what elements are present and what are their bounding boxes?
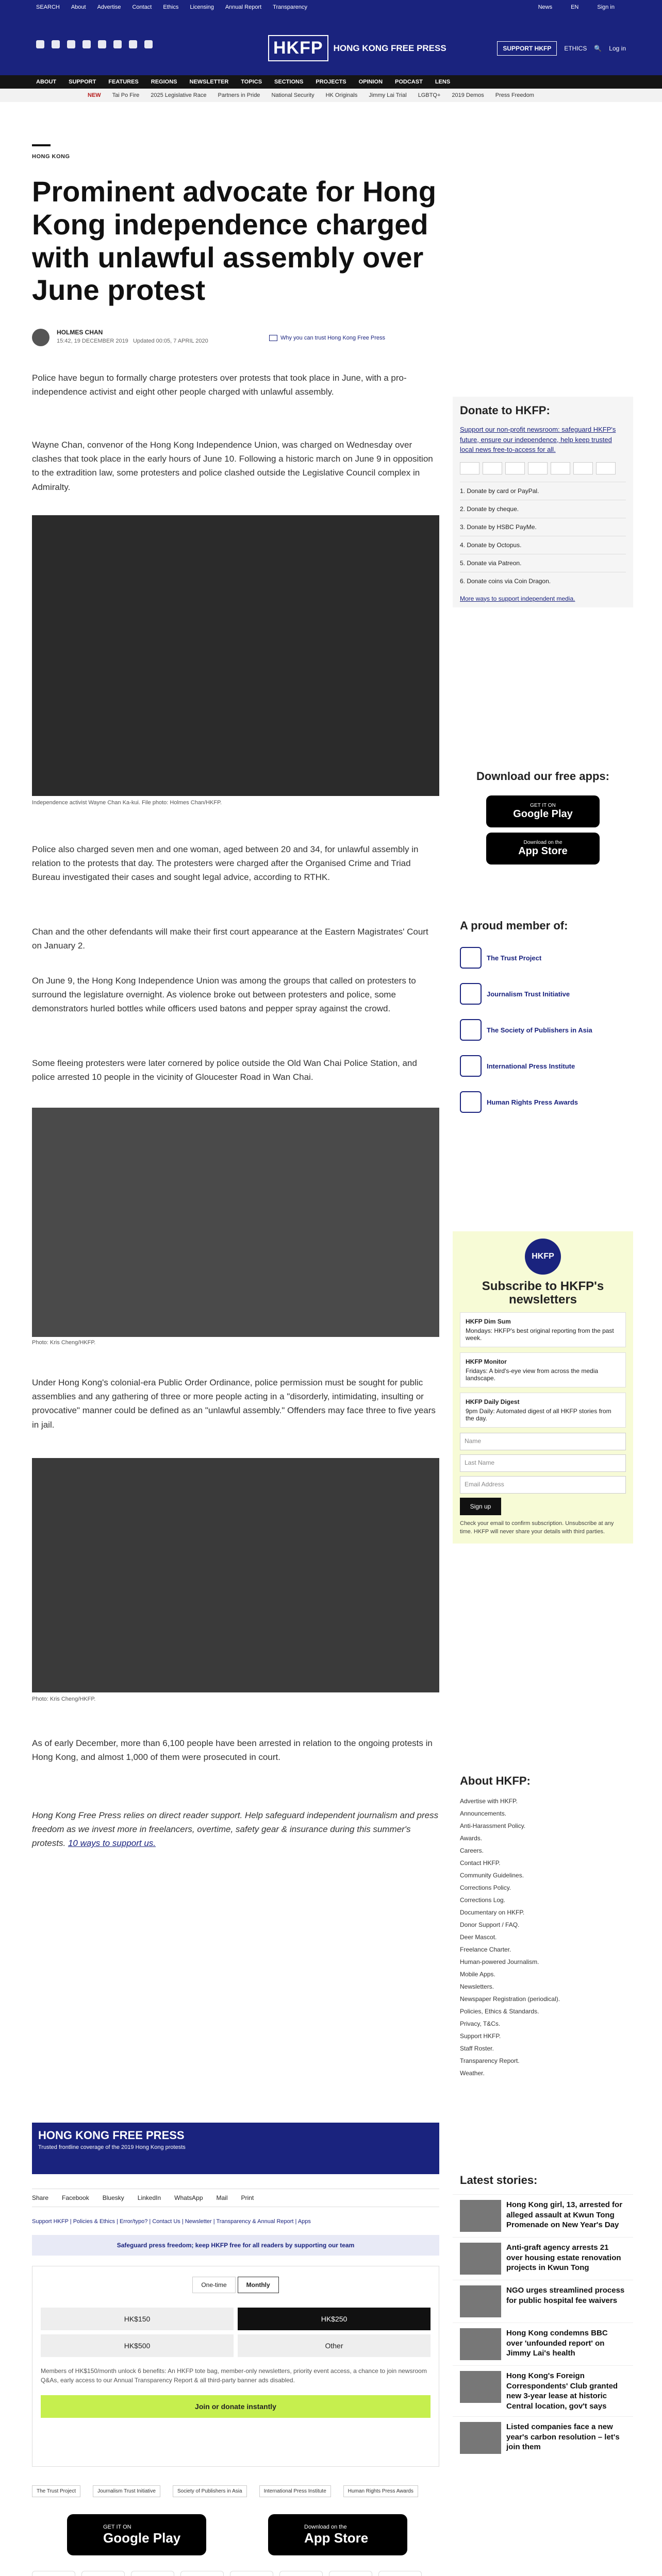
sidebar-donate-title: Donate to HKFP: — [460, 404, 550, 417]
story-thumbnail — [460, 2243, 501, 2275]
youtube-icon[interactable] — [82, 40, 91, 48]
logo-mark: HKFP — [268, 35, 328, 61]
hkfp-promo-banner[interactable] — [32, 2123, 439, 2174]
about-link[interactable]: Corrections Policy. — [460, 1884, 511, 1891]
newsletter-option[interactable]: HKFP Monitor Fridays: A bird's-eye view from across the media landscape. — [460, 1352, 626, 1387]
about-link[interactable]: Awards. — [460, 1835, 483, 1842]
about-link[interactable]: Human-powered Journalism. — [460, 1958, 539, 1965]
threads-icon[interactable] — [113, 40, 122, 48]
donate-methods — [453, 482, 633, 590]
share-bar — [32, 2189, 439, 2207]
about-link[interactable]: Staff Roster. — [460, 2045, 494, 2052]
member-badge[interactable]: The Trust Project — [453, 940, 633, 976]
news-link[interactable]: News — [538, 4, 553, 10]
search-icon[interactable]: 🔍 — [594, 45, 602, 52]
newsletter-option[interactable]: HKFP Daily Digest 9pm Daily: Automated digest of all HKFP stories from the day. — [460, 1393, 626, 1428]
about-link[interactable]: Policies, Ethics & Standards. — [460, 2008, 539, 2015]
annual-report-link[interactable]: Annual Report — [225, 4, 262, 10]
payment-method-icon[interactable] — [279, 2571, 323, 2576]
amount-option[interactable]: HK$500 — [41, 2334, 234, 2357]
payment-method-icon[interactable] — [329, 2571, 372, 2576]
x-icon[interactable] — [52, 40, 60, 48]
new-badge: NEW — [88, 92, 101, 98]
trending-link[interactable]: HK Originals — [325, 92, 358, 98]
signup-button[interactable]: Sign up — [460, 1498, 501, 1515]
donate-method[interactable]: 6. Donate coins via Coin Dragon. — [460, 572, 626, 590]
article-title: Prominent advocate for Hong Kong independence charged with unlawful assembly over June protest — [32, 175, 437, 307]
story-thumbnail — [460, 2200, 501, 2232]
story-thumbnail — [460, 2422, 501, 2454]
nav-features[interactable]: FEATURES — [108, 79, 139, 85]
trending-link[interactable]: 2025 Legislative Race — [151, 92, 207, 98]
trending-link[interactable]: Tai Po Fire — [112, 92, 140, 98]
paragraph: Some fleeing protesters were later cornered by police outside the Old Wan Chai Police Station, and police arrested 10 people in the vicinity of Gloucester Road in Wan Chai. — [32, 1058, 417, 1082]
about-link[interactable]: Documentary on HKFP. — [460, 1909, 525, 1916]
sidebar-latest — [453, 2166, 633, 2459]
trending-link[interactable]: LGBTQ+ — [418, 92, 441, 98]
latest-story[interactable]: Hong Kong condemns BBC over 'unfounded report' on Jimmy Lai's health — [453, 2323, 633, 2365]
share-facebook[interactable]: Facebook — [62, 2194, 89, 2201]
amount-option[interactable]: HK$150 — [41, 2308, 234, 2330]
trending-link[interactable]: National Security — [271, 92, 315, 98]
gpay-icon — [573, 462, 593, 474]
donate-method[interactable]: 3. Donate by HSBC PayMe. — [460, 518, 626, 536]
ethics-link[interactable]: Ethics — [163, 4, 179, 10]
latest-story[interactable]: Hong Kong girl, 13, arrested for alleged assault at Kwun Tong Promenade on New Year's Day — [453, 2194, 633, 2237]
app-store-badges — [67, 2514, 407, 2555]
member-logo[interactable]: Human Rights Press Awards — [343, 2485, 418, 2497]
about-link[interactable]: Anti-Harassment Policy. — [460, 1822, 526, 1829]
sidebar-donate — [453, 397, 633, 607]
section-label[interactable]: HONG KONG — [32, 154, 70, 160]
banner-title: HONG KONG FREE PRESS — [38, 2129, 185, 2142]
about-link[interactable]: Newspaper Registration (periodical). — [460, 1995, 560, 2003]
about-link[interactable]: Transparency Report. — [460, 2057, 520, 2064]
language-link[interactable]: EN — [571, 4, 579, 10]
licensing-link[interactable]: Licensing — [190, 4, 214, 10]
nav-about[interactable]: ABOUT — [36, 79, 57, 85]
newsletter-title: Subscribe to HKFP's newsletters — [482, 1279, 604, 1307]
paragraph: Chan and the other defendants will make their first court appearance at the Eastern Magistrates' Court on January 2. — [32, 927, 428, 951]
monthly-tab[interactable]: Monthly — [238, 2277, 279, 2293]
paypal-icon — [528, 462, 548, 474]
newsletter-option[interactable]: HKFP Dim Sum Mondays: HKFP's best original reporting from the past week. — [460, 1312, 626, 1347]
trending-link[interactable]: Partners in Pride — [218, 92, 260, 98]
card-icons — [453, 455, 633, 482]
payment-method-icon[interactable] — [81, 2571, 125, 2576]
paragraph: Police have begun to formally charge protesters over protests that took place in June, with a pro-independence activist and eight other people charged with unlawful assembly. — [32, 373, 407, 397]
article-photo-barricades — [32, 1108, 439, 1337]
support-links[interactable]: Support HKFP | Policies & Ethics | Error/typo? | Contact Us | Newsletter | Transparency & Annual Report | Apps — [32, 2218, 311, 2225]
nav-topics[interactable]: TOPICS — [241, 79, 262, 85]
member-logos — [32, 2483, 439, 2499]
instagram-icon[interactable] — [67, 40, 75, 48]
sidebar-app-store[interactable]: Download on the App Store — [486, 833, 600, 865]
share-label: Share — [32, 2194, 49, 2201]
paragraph: Wayne Chan, convenor of the Hong Kong Independence Union, was charged on Wednesday over clashes that took place in the early hours of June 10. Following a historic march on June 9 in opposition to the extradition law, some protesters and police clashed outside the Legislative Council complex in Admiralty. — [32, 440, 433, 492]
section-rule — [32, 144, 51, 146]
banner-subtitle: Trusted frontline coverage of the 2019 Hong Kong protests — [38, 2144, 186, 2150]
paragraph: As of early December, more than 6,100 people have been arrested in relation to the ongoing protests in Hong Kong, and almost 1,000 of them were prosecuted in court. — [32, 1738, 433, 1762]
safeguard-strip[interactable]: Safeguard press freedom; keep HKFP free for all readers by supporting our team — [32, 2235, 439, 2256]
site-header — [0, 14, 662, 75]
frequency-toggle — [41, 2277, 431, 2293]
donate-method[interactable]: 1. Donate by card or PayPal. — [460, 482, 626, 500]
nav-newsletter[interactable]: NEWSLETTER — [189, 79, 229, 85]
story-thumbnail — [460, 2285, 501, 2317]
sidebar-member-title: A proud member of: — [460, 919, 568, 932]
sidebar-memberships — [453, 912, 633, 1120]
amex-icon — [505, 462, 525, 474]
about-title: About HKFP: — [460, 1774, 531, 1787]
sidebar-apps — [453, 762, 633, 870]
about-link[interactable]: Announcements. — [460, 1810, 507, 1817]
about-link[interactable]: Donor Support / FAQ. — [460, 1921, 520, 1928]
site-logo[interactable] — [268, 35, 446, 61]
one-time-tab[interactable]: One-time — [192, 2277, 235, 2293]
donation-widget — [32, 2266, 439, 2467]
payment-method-icon[interactable] — [378, 2571, 422, 2576]
photo-caption: Photo: Kris Cheng/HKFP. — [32, 1340, 96, 1346]
social-icons — [36, 40, 153, 48]
latest-story[interactable]: Listed companies face a new year's carbon resolution – let's join them — [453, 2416, 633, 2459]
about-link[interactable]: About — [71, 4, 86, 10]
trending-bar — [0, 89, 662, 102]
photo-caption: Independence activist Wayne Chan Ka-kui. File photo: Holmes Chan/HKFP. — [32, 800, 222, 806]
support-hkfp-button[interactable]: SUPPORT HKFP — [497, 41, 557, 56]
about-link[interactable]: Corrections Log. — [460, 1896, 506, 1904]
author-name[interactable]: HOLMES CHAN — [57, 329, 103, 336]
newsletter-logo: HKFP — [525, 1239, 561, 1275]
facebook-icon[interactable] — [36, 40, 44, 48]
donate-method[interactable]: 4. Donate by Octopus. — [460, 536, 626, 554]
paragraph: On June 9, the Hong Kong Independence Union was among the groups that called on protesters to surround the legislature overnight. As violence broke out between protesters and police, some demonstrators hurled bottles while officers used batons and pepper spray against the crowd. — [32, 976, 416, 1014]
share-print[interactable]: Print — [241, 2194, 254, 2201]
support-link[interactable]: 10 ways to support us. — [68, 1838, 156, 1849]
google-play-badge[interactable]: GET IT ON Google Play — [67, 2514, 206, 2555]
join-donate-button[interactable]: Join or donate instantly — [41, 2395, 431, 2418]
nav-lens[interactable]: LENS — [435, 79, 451, 85]
payment-method-icon[interactable] — [32, 2571, 75, 2576]
publish-date: 15:42, 19 DECEMBER 2019 Updated 00:05, 7 APRIL 2020 — [57, 338, 208, 344]
trending-link[interactable]: Press Freedom — [495, 92, 534, 98]
article-photo-police — [32, 1458, 439, 1692]
visa-icon — [483, 462, 502, 474]
payment-methods — [32, 2571, 439, 2576]
transparency-link[interactable]: Transparency — [273, 4, 307, 10]
story-thumbnail — [460, 2371, 501, 2403]
share-whatsapp[interactable]: WhatsApp — [174, 2194, 203, 2201]
nav-opinion[interactable]: OPINION — [358, 79, 383, 85]
member-logo[interactable]: The Trust Project — [32, 2485, 80, 2497]
app-store-badge[interactable]: Download on the App Store — [268, 2514, 407, 2555]
donate-lead: Support our non-profit newsroom: safeguard HKFP's future, ensure our independence, help keep trusted local news free-to-access for all. — [460, 426, 616, 453]
payment-method-icon[interactable] — [131, 2571, 174, 2576]
logo-text: HONG KONG FREE PRESS — [333, 43, 446, 53]
author-avatar — [32, 329, 49, 346]
contact-link[interactable]: Contact — [132, 4, 152, 10]
member-badge[interactable]: Journalism Trust Initiative — [453, 976, 633, 1012]
latest-story[interactable]: Hong Kong's Foreign Correspondents' Club granted new 3-year lease at historic Central location, gov't says — [453, 2365, 633, 2416]
more-ways-link[interactable]: More ways to support independent media. — [460, 595, 575, 602]
about-link[interactable]: Mobile Apps. — [460, 1971, 495, 1978]
latest-title: Latest stories: — [460, 2174, 538, 2187]
share-linkedin[interactable]: LinkedIn — [137, 2194, 161, 2201]
about-link[interactable]: Advertise with HKFP. — [460, 1798, 518, 1805]
share-mail[interactable]: Mail — [216, 2194, 228, 2201]
member-logo[interactable]: Society of Publishers in Asia — [173, 2485, 247, 2497]
advertise-link[interactable]: Advertise — [97, 4, 121, 10]
membership-description: Members of HK$150/month unlock 6 benefits: An HKFP tote bag, member-only newsletters, priority event access, a chance to join newsroom Q&As, early access to our Annual Transparency Report & all third-party banner ads disabled. — [41, 2367, 427, 2384]
byline — [32, 326, 444, 351]
member-badge[interactable]: International Press Institute — [453, 1048, 633, 1084]
main-nav — [0, 75, 662, 89]
amount-option[interactable]: Other — [238, 2334, 431, 2357]
telegram-icon[interactable] — [98, 40, 106, 48]
payment-method-icon[interactable] — [230, 2571, 273, 2576]
amount-options — [41, 2308, 431, 2357]
latest-story[interactable]: Anti-graft agency arrests 21 over housing estate renovation projects in Kwun Tong — [453, 2237, 633, 2280]
sidebar-google-play[interactable]: GET IT ON Google Play — [486, 795, 600, 827]
jcb-icon — [551, 462, 570, 474]
support-paragraph: Hong Kong Free Press relies on direct reader support. Help safeguard independent journalism and press freedom as we invest more in freelancers, overtime, safety gear & insurance during this summer's protests. 10 ways to support us. — [32, 1810, 439, 1849]
paragraph: Police also charged seven men and one woman, aged between 20 and 34, for unlawful assembly in relation to the protests that day. The protesters were charged after the Organised Crime and Triad Bureau investigated their cases and sought legal advice, according to RTHK. — [32, 844, 419, 883]
photo-caption: Photo: Kris Cheng/HKFP. — [32, 1696, 96, 1702]
sidebar-newsletter — [453, 1231, 633, 1544]
member-badge[interactable]: Human Rights Press Awards — [453, 1084, 633, 1120]
signin-link[interactable]: Sign in — [597, 4, 615, 10]
trust-link[interactable]: Why you can trust Hong Kong Free Press — [269, 335, 385, 341]
story-thumbnail — [460, 2328, 501, 2360]
about-link[interactable]: Careers. — [460, 1847, 484, 1854]
ethics-header-link[interactable]: ETHICS — [564, 45, 587, 52]
nav-podcast[interactable]: PODCAST — [395, 79, 423, 85]
rss-icon[interactable] — [144, 40, 153, 48]
member-logo[interactable]: International Press Institute — [259, 2485, 331, 2497]
nav-support[interactable]: SUPPORT — [69, 79, 96, 85]
about-link[interactable]: Deer Mascot. — [460, 1934, 497, 1941]
trending-link[interactable]: 2019 Demos — [452, 92, 484, 98]
about-link[interactable]: Newsletters. — [460, 1983, 494, 1990]
mastercard-icon — [460, 462, 479, 474]
about-link[interactable]: Freelance Charter. — [460, 1946, 511, 1953]
donate-method[interactable]: 2. Donate by cheque. — [460, 500, 626, 518]
about-link[interactable]: Contact HKFP. — [460, 1859, 501, 1867]
about-link[interactable]: Community Guidelines. — [460, 1872, 524, 1879]
nav-regions[interactable]: REGIONS — [151, 79, 177, 85]
share-bluesky[interactable]: Bluesky — [102, 2194, 124, 2201]
sidebar-about — [453, 1767, 633, 2079]
top-utility-bar — [0, 0, 662, 14]
applepay-icon — [596, 462, 616, 474]
email-field[interactable]: Email Address — [460, 1476, 626, 1494]
trending-link[interactable]: Jimmy Lai Trial — [369, 92, 407, 98]
donate-method[interactable]: 5. Donate via Patreon. — [460, 554, 626, 572]
payment-method-icon[interactable] — [180, 2571, 224, 2576]
bluesky-icon[interactable] — [129, 40, 137, 48]
about-link[interactable]: Support HKFP. — [460, 2032, 501, 2040]
nav-sections[interactable]: SECTIONS — [274, 79, 304, 85]
nav-projects[interactable]: PROJECTS — [316, 79, 346, 85]
name-field[interactable]: Name — [460, 1433, 626, 1450]
member-logo[interactable]: Journalism Trust Initiative — [93, 2485, 160, 2497]
about-link[interactable]: Weather. — [460, 2070, 485, 2077]
article-photo-wayne-chan — [32, 515, 439, 796]
search-link[interactable]: SEARCH — [36, 4, 60, 10]
login-link[interactable]: Log in — [609, 45, 626, 52]
paragraph: Under Hong Kong's colonial-era Public Order Ordinance, police permission must be sought for public assemblies and any gathering of three or more people acting in a "disorderly, intimidating, insulting or provocative" manner could be defined as an "unlawful assembly." Offenders may face three to five years in jail. — [32, 1378, 436, 1430]
newsletter-note: Check your email to confirm subscription. Unsubscribe at any time. HKFP will never share your details with third parties. — [460, 1520, 614, 1535]
latest-story[interactable]: NGO urges streamlined process for public hospital fee waivers — [453, 2280, 633, 2323]
about-link[interactable]: Privacy, T&Cs. — [460, 2020, 501, 2027]
sidebar-apps-title: Download our free apps: — [476, 770, 609, 783]
member-badge[interactable]: The Society of Publishers in Asia — [453, 1012, 633, 1048]
amount-option[interactable]: HK$250 — [238, 2308, 431, 2330]
last-name-field[interactable]: Last Name — [460, 1454, 626, 1472]
